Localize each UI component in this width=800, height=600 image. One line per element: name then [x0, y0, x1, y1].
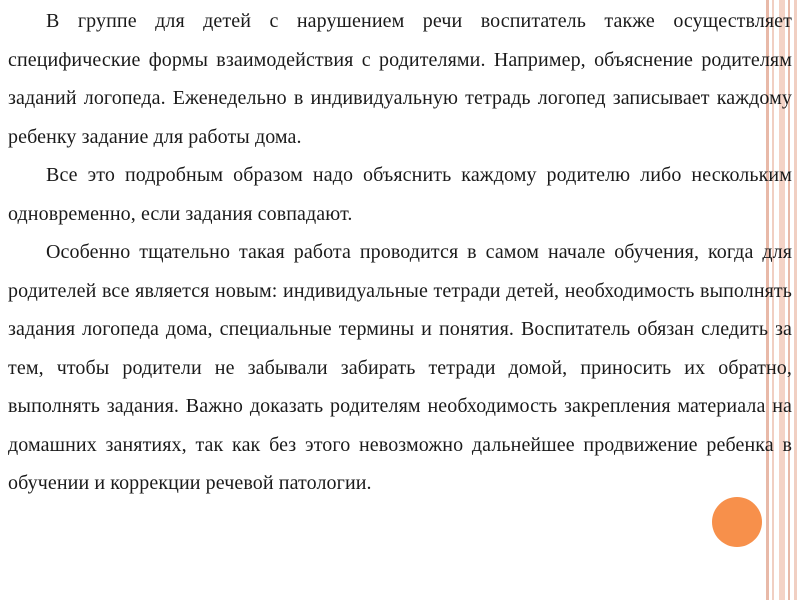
paragraph-2: Все это подробным образом надо объяснить каждому родителю либо нескольким одновременно, если задания совпадают.: [8, 164, 792, 225]
paragraph-3: Особенно тщательно такая работа проводится в самом начале обучения, когда для родителей все является новым: индивидуальные тетради детей, необходимость выполнять задания логопеда дома, специальные термины и понятия. Воспитатель обязан следить за тем, чтобы родители не забывали забирать тетради домой, приносить их обратно, выполнять задания. Важно доказать родителям необходимость закрепления материала на домашних занятиях, так как без этого невозможно дальнейшее продвижение ребенка в обучении и коррекции речевой патологии.: [8, 241, 792, 494]
paragraph-1: В группе для детей с нарушением речи воспитатель также осуществляет специфические формы взаимодействия с родителями. Например, объяснение родителям заданий логопеда. Еженедельно в индивидуальную тетрадь логопед записывает каждому ребенку задание для работы дома.: [8, 10, 792, 148]
decorative-circle-icon: [712, 497, 762, 547]
slide-body-text: [8, 2, 792, 503]
decorative-stripe: [794, 0, 797, 600]
